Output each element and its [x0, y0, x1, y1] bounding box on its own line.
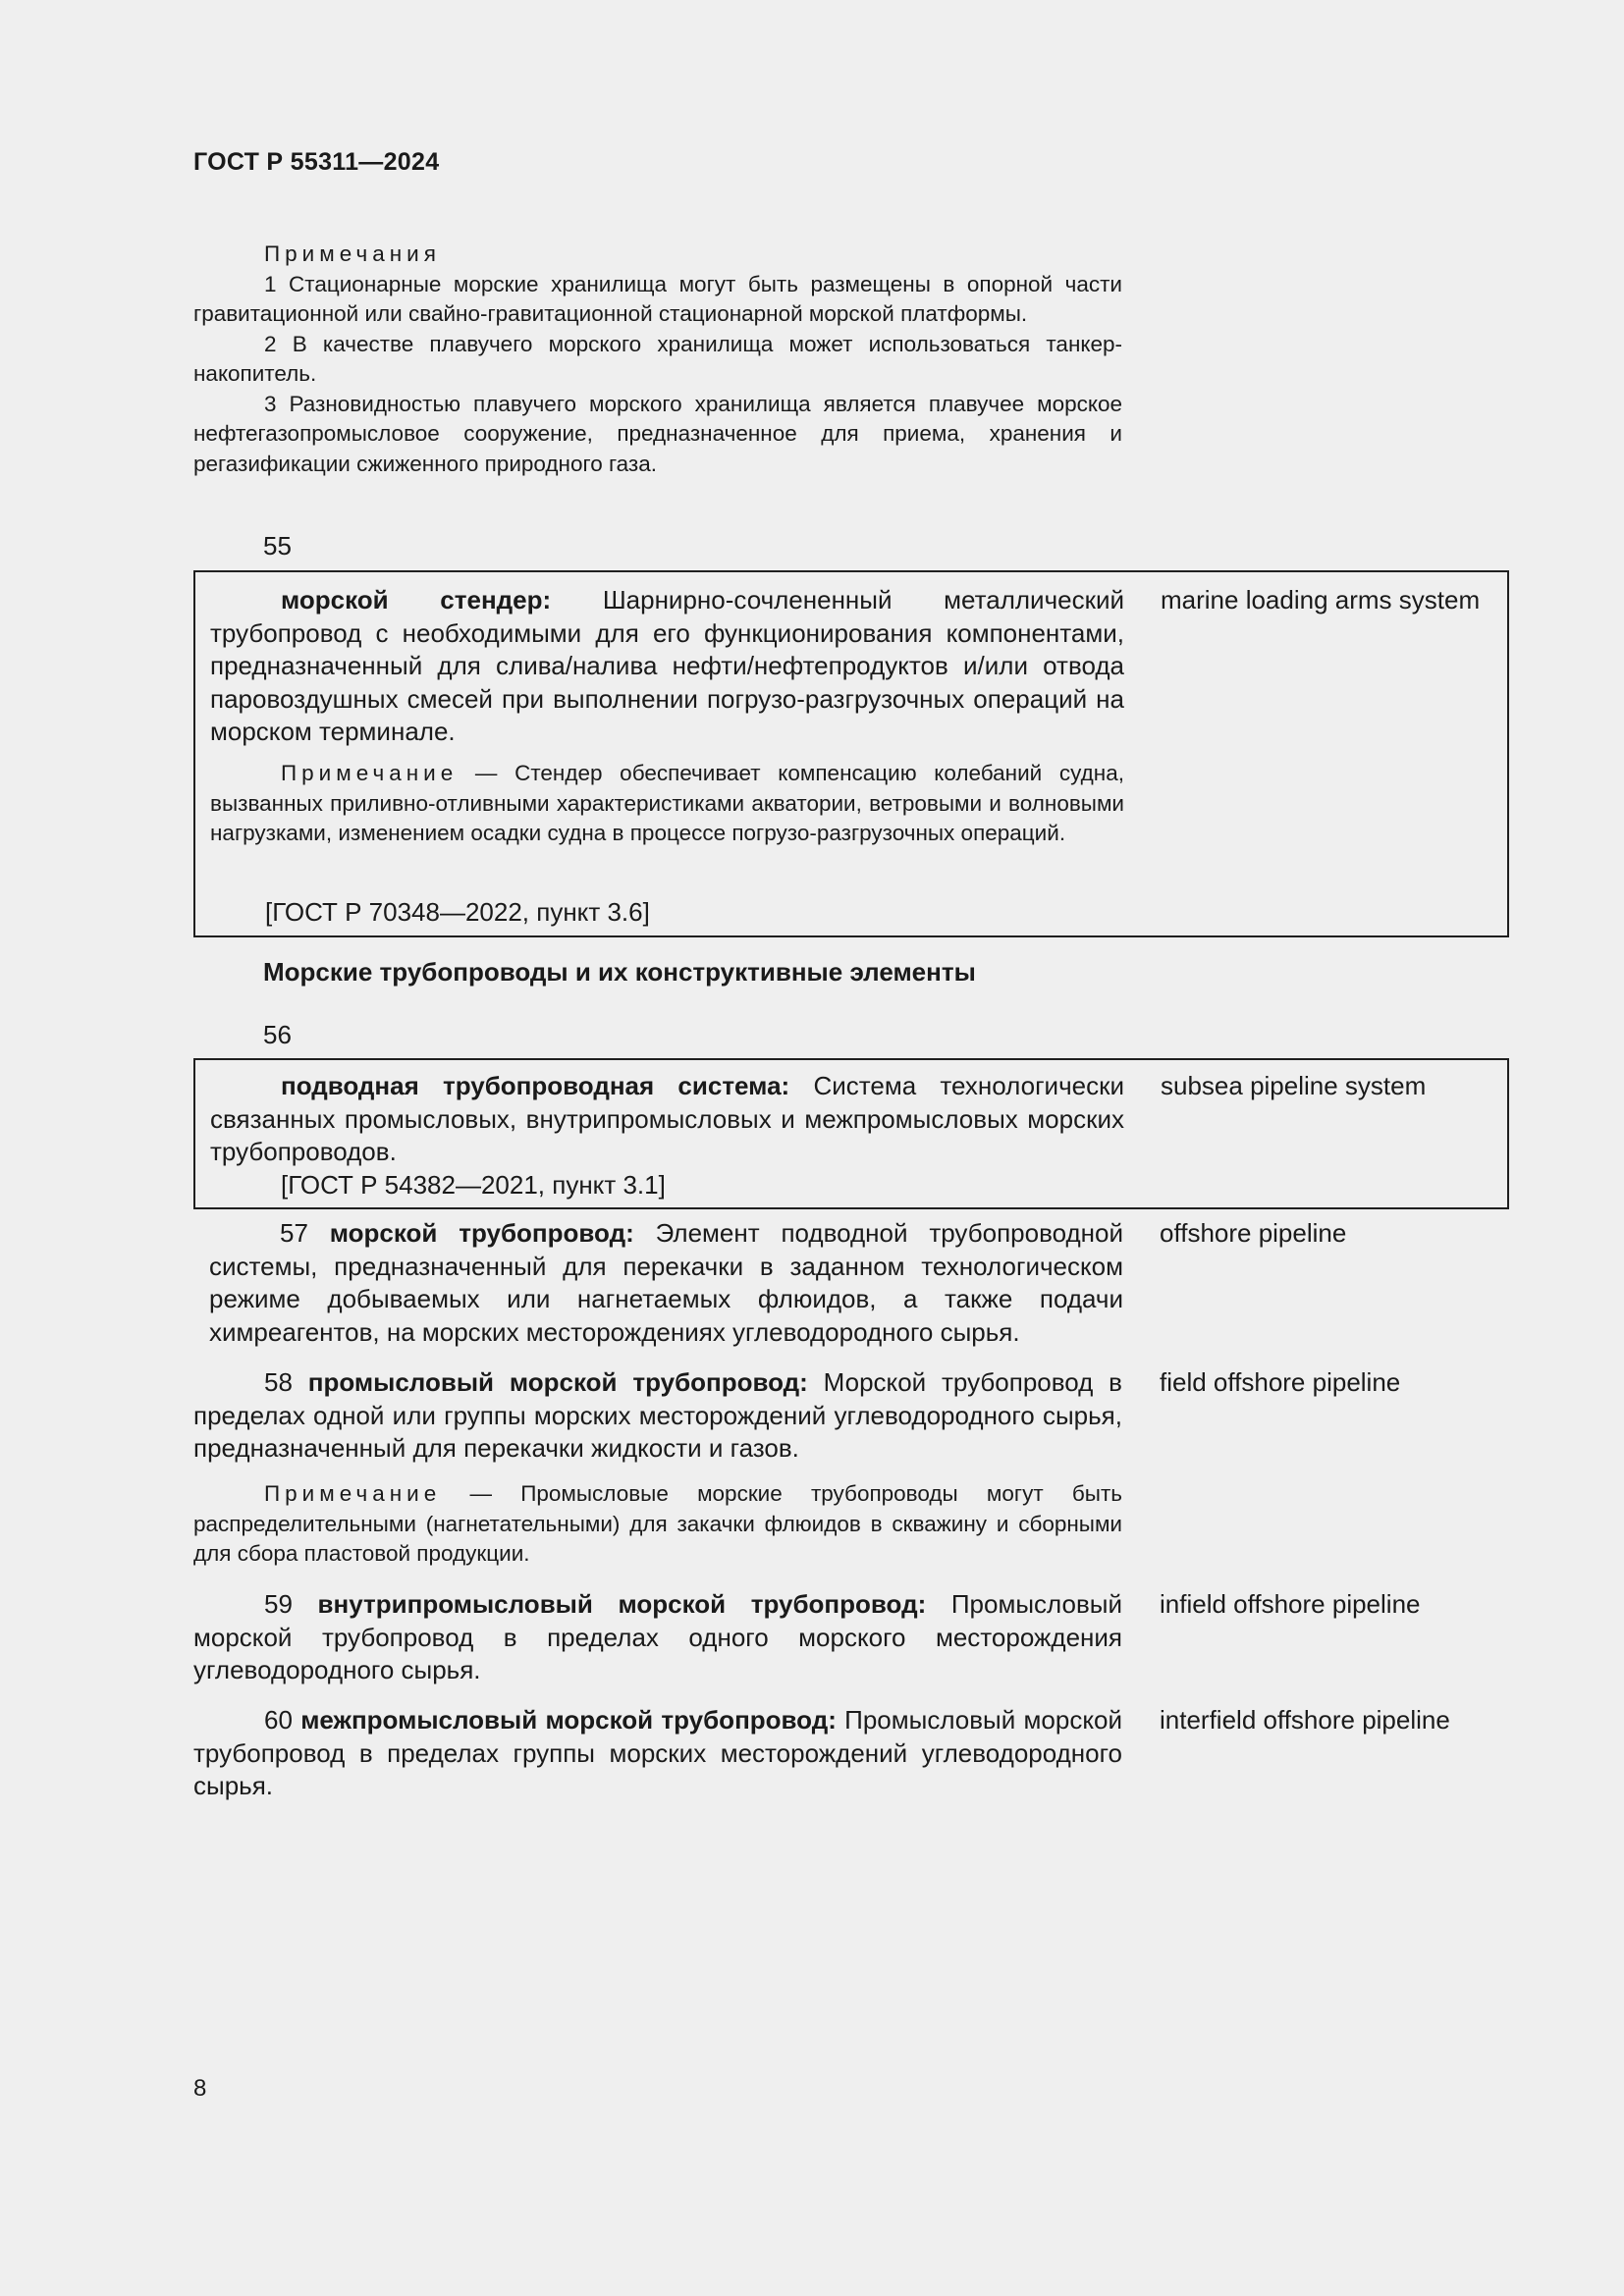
term-58-text: Морской трубопровод в пределах одной или группы морских месторождений углеводородного сырья, предназначенный для перекачки жидкости и газов.	[193, 1367, 1122, 1463]
term-number-56: 56	[263, 1020, 292, 1049]
term-55-note-text: — Стендер обеспечивает компенсацию колебаний судна, вызванных приливно-отливными характеристиками акватории, ветровыми и волновыми нагрузками, изменением осадки судна в процессе погрузо-разгрузочных операций.	[210, 761, 1124, 845]
page-number: 8	[193, 2075, 207, 2102]
term-57-text: Элемент подводной трубопроводной системы, предназначенный для перекачки в заданном технологическом режиме добываемых или нагнетаемых флюидов, а также подачи химреагентов, на морских месторождениях углеводородного сырья.	[209, 1218, 1123, 1347]
term-55-note	[210, 759, 1124, 849]
term-58-name: промысловый морской трубопровод:	[307, 1367, 808, 1397]
section-heading: Морские трубопроводы и их конструктивные элементы	[263, 957, 976, 987]
term-55-definition	[210, 584, 1124, 749]
term-57-name: морской трубопровод:	[329, 1218, 634, 1248]
term-55-note-label: Примечание	[281, 761, 459, 785]
note-3: 3 Разновидностью плавучего морского хранилища является плавучее морское нефтегазопромысловое сооружение, предназначенное для приема, хранения и регазификации сжиженного природного газа.	[193, 391, 1122, 476]
term-60-definition	[193, 1704, 1122, 1803]
term-58-english: field offshore pipeline	[1160, 1367, 1401, 1397]
term-55-text: Шарнирно-сочлененный металлический трубопровод с необходимыми для его функционирования компонентами, предназначенный для слива/налива нефти/нефтепродуктов и/или отвода паровоздушных смесей при выполнении погрузо-разгрузочных операций на морском терминале.	[210, 585, 1124, 746]
term-57-definition	[209, 1217, 1123, 1349]
term-57-number: 57	[280, 1218, 308, 1248]
term-55-english: marine loading arms system	[1161, 585, 1481, 614]
term-box-55	[193, 570, 1509, 937]
term-55-reference: [ГОСТ Р 70348—2022, пункт 3.6]	[265, 897, 650, 927]
term-59-english: infield offshore pipeline	[1160, 1589, 1421, 1619]
term-58-note-text: — Промысловые морские трубопроводы могут быть распределительными (нагнетательными) для закачки флюидов в скважину и сборными для сбора пластовой продукции.	[193, 1481, 1122, 1566]
term-58-number: 58	[264, 1367, 293, 1397]
term-56-reference: [ГОСТ Р 54382—2021, пункт 3.1]	[281, 1169, 666, 1200]
term-55-name: морской стендер:	[281, 585, 552, 614]
term-56-english: subsea pipeline system	[1161, 1071, 1427, 1100]
document-header: ГОСТ Р 55311—2024	[193, 148, 440, 176]
term-60-english: interfield offshore pipeline	[1160, 1705, 1450, 1735]
term-58-note	[193, 1479, 1122, 1570]
term-56-text: Система технологически связанных промысловых, внутрипромысловых и межпромысловых морских трубопроводов.	[210, 1071, 1124, 1166]
term-59-name: внутрипромысловый морской трубопровод:	[317, 1589, 927, 1619]
term-59-number: 59	[264, 1589, 293, 1619]
term-56-definition	[210, 1070, 1124, 1201]
term-57-english: offshore pipeline	[1160, 1218, 1347, 1248]
term-60-text: Промысловый морской трубопровод в пределах группы морских месторождений углеводородного сырья.	[193, 1705, 1122, 1800]
term-58-note-label: Примечание	[264, 1481, 442, 1506]
term-59-text: Промысловый морской трубопровод в пределах одного морского месторождения углеводородного сырья.	[193, 1589, 1122, 1684]
term-box-56	[193, 1058, 1509, 1209]
term-number-55: 55	[263, 531, 292, 561]
term-56-name: подводная трубопроводная система:	[281, 1071, 790, 1100]
term-58-definition	[193, 1366, 1122, 1466]
note-2: 2 В качестве плавучего морского хранилища может использоваться танкер-накопитель.	[193, 331, 1122, 386]
term-59-definition	[193, 1588, 1122, 1687]
notes-title: Примечания	[264, 241, 441, 266]
notes-block	[193, 240, 1122, 479]
note-1: 1 Стационарные морские хранилища могут быть размещены в опорной части гравитационной или свайно-гравитационной стационарной морской платформы.	[193, 271, 1122, 326]
term-60-number: 60	[264, 1705, 293, 1735]
term-60-name: межпромысловый морской трубопровод:	[300, 1705, 837, 1735]
